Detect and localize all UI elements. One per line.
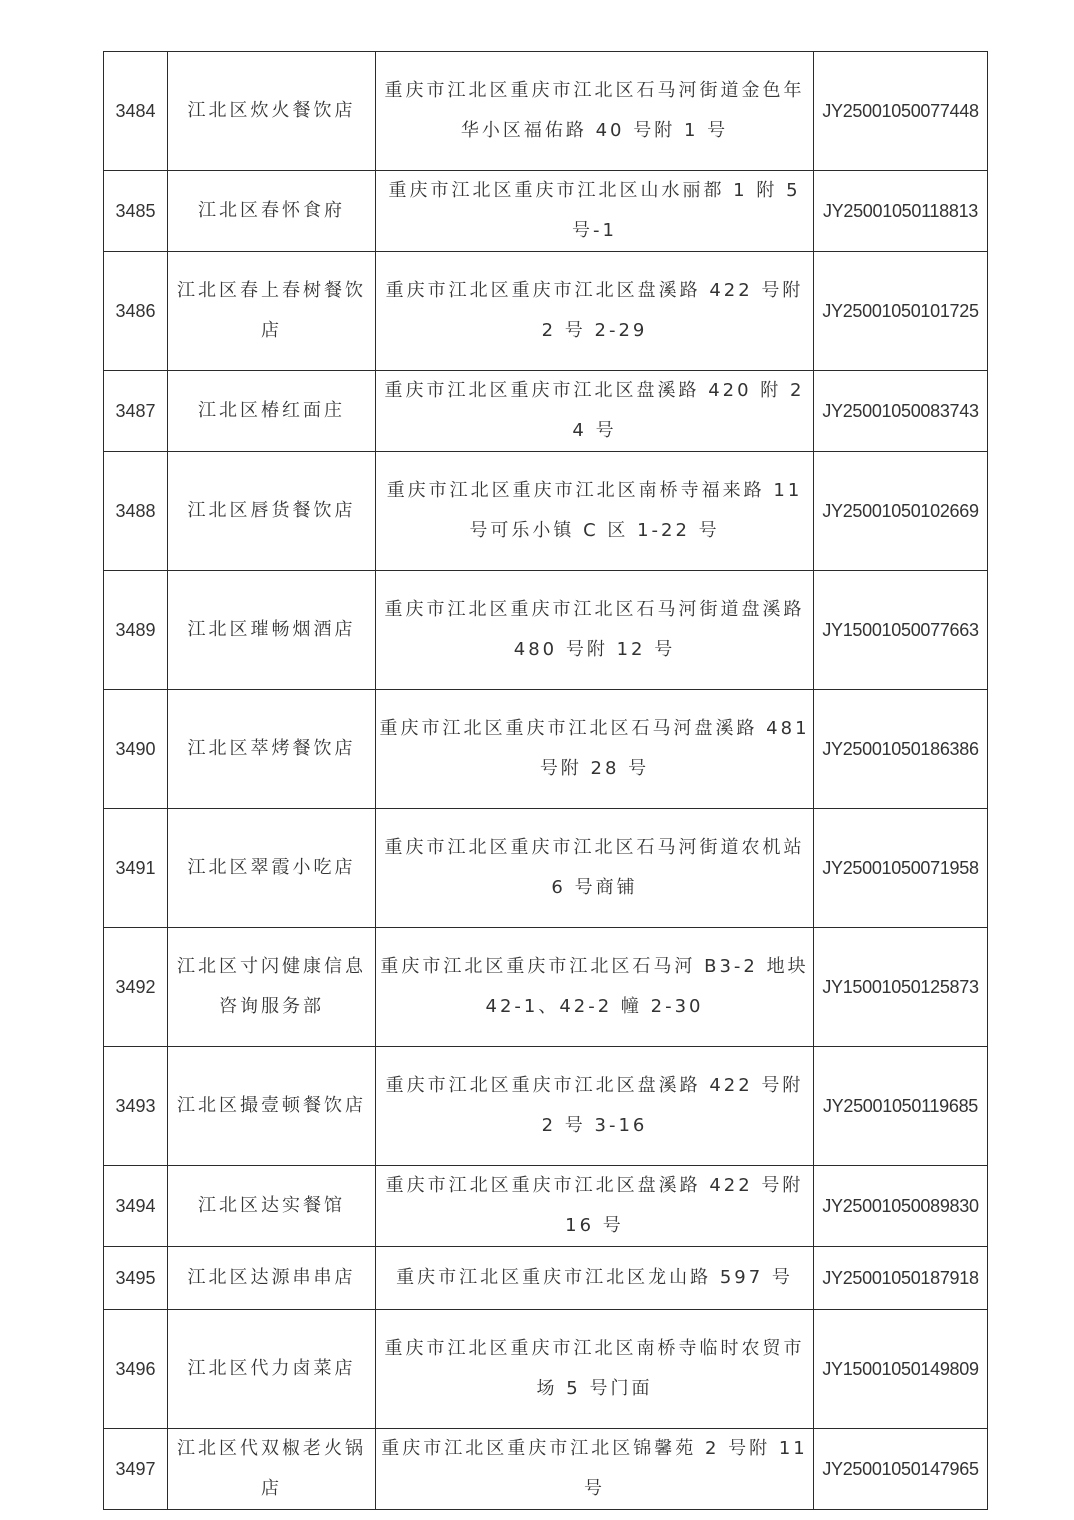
table-row	[104, 809, 988, 928]
business-address: 重庆市江北区重庆市江北区石马河街道金色年华小区福佑路 40 号附 1 号	[376, 52, 814, 171]
business-name: 江北区撮壹顿餐饮店	[168, 1047, 376, 1166]
table-row	[104, 1429, 988, 1510]
business-address: 重庆市江北区重庆市江北区石马河街道盘溪路 480 号附 12 号	[376, 571, 814, 690]
business-name: 江北区璀畅烟酒店	[168, 571, 376, 690]
business-name: 江北区翠霞小吃店	[168, 809, 376, 928]
table-row	[104, 571, 988, 690]
table-row	[104, 928, 988, 1047]
business-address: 重庆市江北区重庆市江北区南桥寺福来路 11 号可乐小镇 C 区 1-22 号	[376, 452, 814, 571]
business-name: 江北区代力卤菜店	[168, 1310, 376, 1429]
business-address: 重庆市江北区重庆市江北区盘溪路 422 号附 2 号 2-29	[376, 252, 814, 371]
table-row	[104, 171, 988, 252]
row-number: 3494	[104, 1166, 168, 1247]
row-number: 3484	[104, 52, 168, 171]
table-row	[104, 371, 988, 452]
row-number: 3487	[104, 371, 168, 452]
license-number: JY25001050187918	[814, 1247, 988, 1310]
row-number: 3488	[104, 452, 168, 571]
business-name: 江北区寸闪健康信息咨询服务部	[168, 928, 376, 1047]
license-number: JY25001050083743	[814, 371, 988, 452]
business-address: 重庆市江北区重庆市江北区盘溪路 420 附 24 号	[376, 371, 814, 452]
table-row	[104, 690, 988, 809]
business-name: 江北区椿红面庄	[168, 371, 376, 452]
business-name: 江北区萃烤餐饮店	[168, 690, 376, 809]
business-name: 江北区唇货餐饮店	[168, 452, 376, 571]
business-name: 江北区达源串串店	[168, 1247, 376, 1310]
row-number: 3493	[104, 1047, 168, 1166]
row-number: 3492	[104, 928, 168, 1047]
row-number: 3491	[104, 809, 168, 928]
row-number: 3495	[104, 1247, 168, 1310]
business-name: 江北区达实餐馆	[168, 1166, 376, 1247]
business-address: 重庆市江北区重庆市江北区盘溪路 422 号附 2 号 3-16	[376, 1047, 814, 1166]
table-row	[104, 1047, 988, 1166]
table-row	[104, 1166, 988, 1247]
row-number: 3486	[104, 252, 168, 371]
business-name: 江北区春上春树餐饮店	[168, 252, 376, 371]
business-name: 江北区代双椒老火锅店	[168, 1429, 376, 1510]
license-number: JY25001050101725	[814, 252, 988, 371]
row-number: 3489	[104, 571, 168, 690]
row-number: 3496	[104, 1310, 168, 1429]
table-row	[104, 1247, 988, 1310]
table-row	[104, 452, 988, 571]
license-number: JY25001050118813	[814, 171, 988, 252]
license-number: JY25001050119685	[814, 1047, 988, 1166]
table-row	[104, 252, 988, 371]
business-address: 重庆市江北区重庆市江北区锦馨苑 2 号附 11 号	[376, 1429, 814, 1510]
license-number: JY25001050089830	[814, 1166, 988, 1247]
license-number: JY15001050149809	[814, 1310, 988, 1429]
business-address: 重庆市江北区重庆市江北区石马河 B3-2 地块 42-1、42-2 幢 2-30	[376, 928, 814, 1047]
row-number: 3485	[104, 171, 168, 252]
business-name: 江北区炊火餐饮店	[168, 52, 376, 171]
license-registry-table	[103, 51, 988, 1510]
license-number: JY25001050077448	[814, 52, 988, 171]
row-number: 3490	[104, 690, 168, 809]
license-number: JY25001050147965	[814, 1429, 988, 1510]
license-number: JY25001050186386	[814, 690, 988, 809]
business-name: 江北区春怀食府	[168, 171, 376, 252]
business-address: 重庆市江北区重庆市江北区山水丽都 1 附 5 号-1	[376, 171, 814, 252]
business-address: 重庆市江北区重庆市江北区南桥寺临时农贸市场 5 号门面	[376, 1310, 814, 1429]
license-number: JY25001050071958	[814, 809, 988, 928]
business-address: 重庆市江北区重庆市江北区石马河街道农机站 6 号商铺	[376, 809, 814, 928]
table-row	[104, 52, 988, 171]
license-number: JY25001050102669	[814, 452, 988, 571]
business-address: 重庆市江北区重庆市江北区盘溪路 422 号附 16 号	[376, 1166, 814, 1247]
business-address: 重庆市江北区重庆市江北区石马河盘溪路 481 号附 28 号	[376, 690, 814, 809]
table-row	[104, 1310, 988, 1429]
license-number: JY15001050125873	[814, 928, 988, 1047]
license-number: JY15001050077663	[814, 571, 988, 690]
row-number: 3497	[104, 1429, 168, 1510]
business-address: 重庆市江北区重庆市江北区龙山路 597 号	[376, 1247, 814, 1310]
